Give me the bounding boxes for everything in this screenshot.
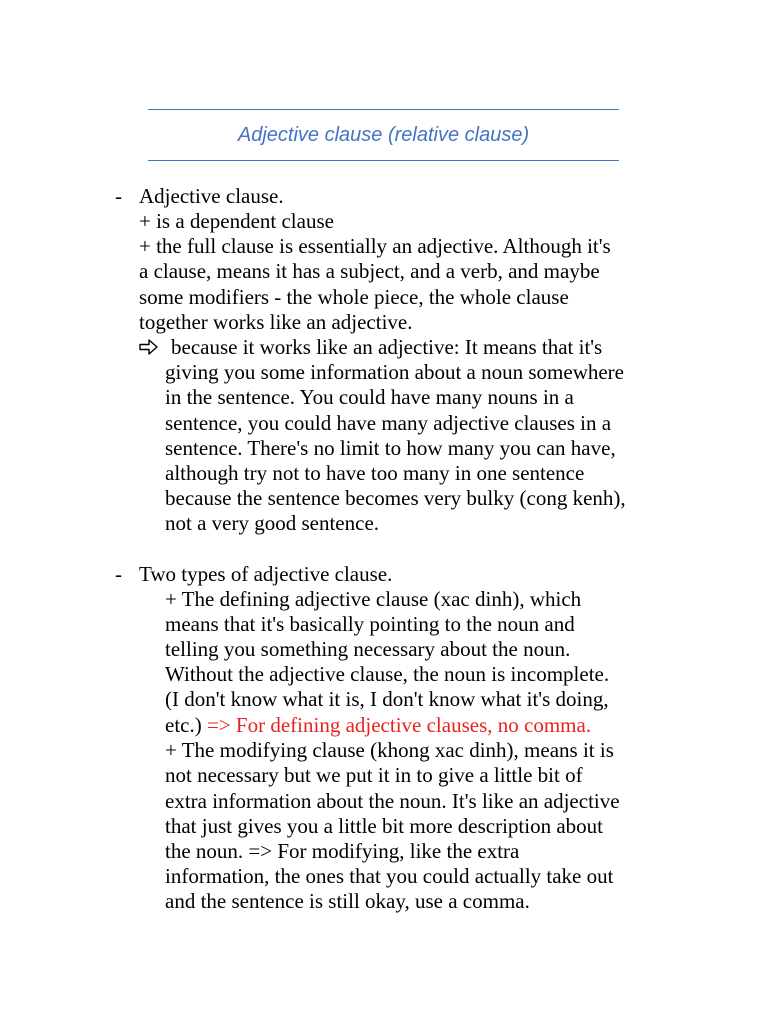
text-line: some modifiers - the whole piece, the whole clause <box>139 285 569 309</box>
text-line <box>165 713 591 738</box>
text-line: giving you some information about a noun somewhere <box>165 360 624 384</box>
text-line: in the sentence. You could have many nouns in a <box>165 385 574 409</box>
text-line: + The modifying clause (khong xac dinh), means it is <box>165 738 614 762</box>
text-line: (I don't know what it is, I don't know what it's doing, <box>165 687 609 711</box>
text-line: because it works like an adjective: It means that it's <box>171 335 603 359</box>
section-heading: Adjective clause. <box>139 184 284 208</box>
text-line: sentence, you could have many adjective clauses in a <box>165 411 612 435</box>
text-line: information, the ones that you could actually take out <box>165 864 614 888</box>
document-title: Adjective clause (relative clause) <box>237 124 530 146</box>
text-line: although try not to have too many in one sentence <box>165 461 585 485</box>
section-heading: Two types of adjective clause. <box>139 562 393 586</box>
text-line: and the sentence is still okay, use a comma. <box>165 889 530 913</box>
bullet-dash: - <box>115 184 122 208</box>
text-line: the noun. => For modifying, like the extra <box>165 839 520 863</box>
arrow-right-icon <box>139 336 159 356</box>
text-line: not a very good sentence. <box>165 511 380 535</box>
text-line: not necessary but we put it in to give a little bit of <box>165 763 583 787</box>
text-line: extra information about the noun. It's like an adjective <box>165 789 620 813</box>
text-line: + the full clause is essentially an adjective. Although it's <box>139 234 611 258</box>
text-line: that just gives you a little bit more description about <box>165 814 604 838</box>
bullet-point: + is a dependent clause <box>139 209 334 233</box>
title-bottom-rule <box>148 160 619 161</box>
text-line: sentence. There's no limit to how many you can have, <box>165 436 616 460</box>
text-line: telling you something necessary about the noun. <box>165 637 571 661</box>
text-line: because the sentence becomes very bulky (cong kenh), <box>165 486 626 510</box>
bullet-dash: - <box>115 562 122 586</box>
text-line: a clause, means it has a subject, and a verb, and maybe <box>139 259 600 283</box>
title-top-rule <box>148 109 619 110</box>
text-line: Without the adjective clause, the noun is incomplete. <box>165 662 610 686</box>
text-line: + The defining adjective clause (xac dinh), which <box>165 587 582 611</box>
text-line: together works like an adjective. <box>139 310 413 334</box>
text-line: means that it's basically pointing to the noun and <box>165 612 575 636</box>
highlighted-note: => For defining adjective clauses, no comma. <box>206 713 592 737</box>
text-fragment: etc.) <box>165 713 202 737</box>
